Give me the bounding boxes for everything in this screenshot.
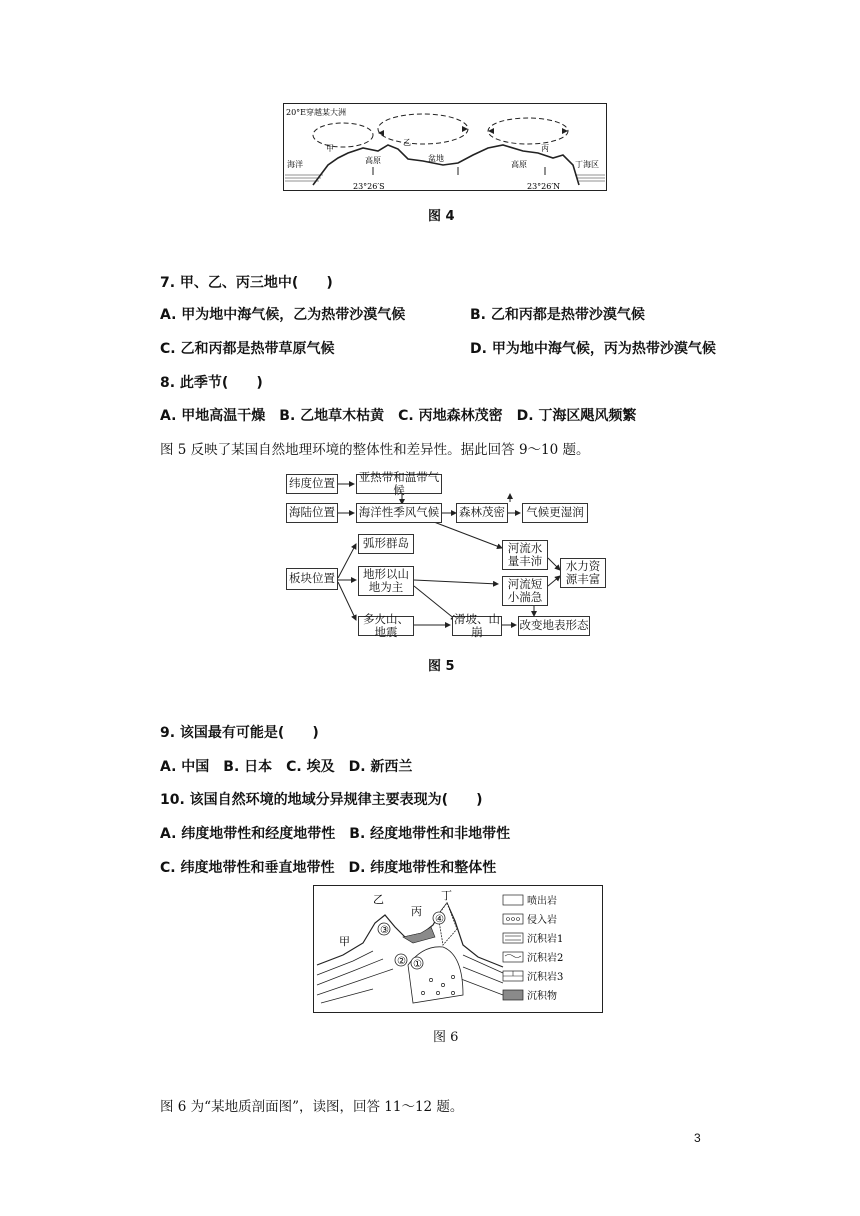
- node-mountain: 地形以山地为主: [358, 566, 414, 596]
- figure-6-diagram: [313, 885, 603, 1013]
- question-7-stem: 7. 甲、乙、丙三地中( ): [160, 275, 333, 291]
- node-plate: 板块位置: [286, 568, 338, 590]
- fig4-label-ocean: 海洋: [287, 160, 303, 169]
- fig4-label-sea: 丁海区: [575, 160, 599, 169]
- node-sealand: 海陆位置: [286, 503, 338, 523]
- figure-6: [313, 885, 603, 1013]
- fig4-lat-n: 23°26′N: [527, 182, 561, 191]
- node-humid: 气候更湿润: [522, 503, 588, 523]
- node-latitude: 纬度位置: [286, 474, 338, 494]
- figure-4-caption: 图 4: [428, 209, 455, 224]
- figure-6-intro: 图 6 为“某地质剖面图”，读图，回答 11～12 题。: [160, 1099, 464, 1115]
- figure-5: [284, 469, 614, 639]
- question-9-options: A. 中国 B. 日本 C. 埃及 D. 新西兰: [160, 759, 413, 775]
- fig4-title: 20°E穿越某大洲: [286, 108, 347, 117]
- legend-sed2: 沉积岩2: [527, 953, 564, 964]
- fig4-label-plateau2: 高原: [511, 160, 527, 169]
- fig6-marker-3: ③: [380, 925, 389, 936]
- legend-sed3: 沉积岩3: [527, 972, 564, 983]
- question-8-options: A. 甲地高温干燥 B. 乙地草木枯黄 C. 丙地森林茂密 D. 丁海区飓风频繁: [160, 408, 637, 424]
- legend-volcanic: 喷出岩: [527, 896, 557, 907]
- fig6-marker-4: ④: [435, 914, 444, 925]
- node-river-water: 河流水量丰沛: [502, 540, 548, 570]
- fig4-label-plateau1: 高原: [365, 156, 381, 165]
- page-number: 3: [694, 1131, 701, 1145]
- legend-intrusive: 侵入岩: [527, 915, 557, 926]
- node-arc: 弧形群岛: [358, 534, 414, 554]
- question-7-option-d: D. 甲为地中海气候，丙为热带沙漠气候: [470, 341, 716, 357]
- fig6-label-bing: 丙: [411, 905, 422, 918]
- node-river-short: 河流短小湍急: [502, 576, 548, 606]
- question-7-option-a: A. 甲为地中海气候，乙为热带沙漠气候: [160, 307, 406, 323]
- fig6-marker-2: ②: [397, 956, 406, 967]
- figure-5-caption: 图 5: [428, 659, 455, 674]
- question-10-options-cd: C. 纬度地带性和垂直地带性 D. 纬度地带性和整体性: [160, 860, 497, 876]
- question-9-stem: 9. 该国最有可能是( ): [160, 725, 319, 741]
- legend-sediment: 沉积物: [527, 991, 557, 1002]
- question-7-option-b: B. 乙和丙都是热带沙漠气候: [470, 307, 645, 323]
- legend-sed1: 沉积岩1: [527, 934, 564, 945]
- fig6-label-ding: 丁: [441, 889, 452, 902]
- fig4-label-bing: 丙: [541, 144, 549, 153]
- node-hydro: 水力资源丰富: [560, 558, 606, 588]
- node-landslide: 滑坡、山崩: [454, 611, 500, 639]
- fig4-label-jia: 甲: [326, 144, 334, 153]
- figure-6-caption: 图 6: [433, 1030, 459, 1045]
- node-volcano: 多火山、地震: [358, 616, 414, 636]
- node-change: 改变地表形态: [518, 616, 590, 636]
- node-forest: 森林茂密: [456, 503, 508, 523]
- fig4-label-yi: 乙: [403, 138, 411, 147]
- node-subtropical: 亚热带和温带气候: [356, 474, 442, 494]
- figure-5-arrows: [284, 472, 614, 638]
- fig4-label-basin: 盆地: [428, 154, 444, 163]
- figure-5-intro: 图 5 反映了某国自然地理环境的整体性和差异性。据此回答 9～10 题。: [160, 442, 590, 458]
- node-monsoon: 海洋性季风气候: [356, 503, 442, 523]
- question-10-stem: 10. 该国自然环境的地域分异规律主要表现为( ): [160, 792, 483, 808]
- fig6-marker-1: ①: [413, 959, 422, 970]
- fig6-label-yi: 乙: [373, 893, 384, 906]
- question-10-options-ab: A. 纬度地带性和经度地带性 B. 经度地带性和非地带性: [160, 826, 511, 842]
- fig4-lat-s: 23°26′S: [353, 182, 385, 191]
- question-7-option-c: C. 乙和丙都是热带草原气候: [160, 341, 335, 357]
- fig6-label-jia: 甲: [339, 935, 350, 948]
- figure-4-diagram: [283, 103, 607, 191]
- figure-4: [283, 103, 607, 191]
- question-8-stem: 8. 此季节( ): [160, 375, 263, 391]
